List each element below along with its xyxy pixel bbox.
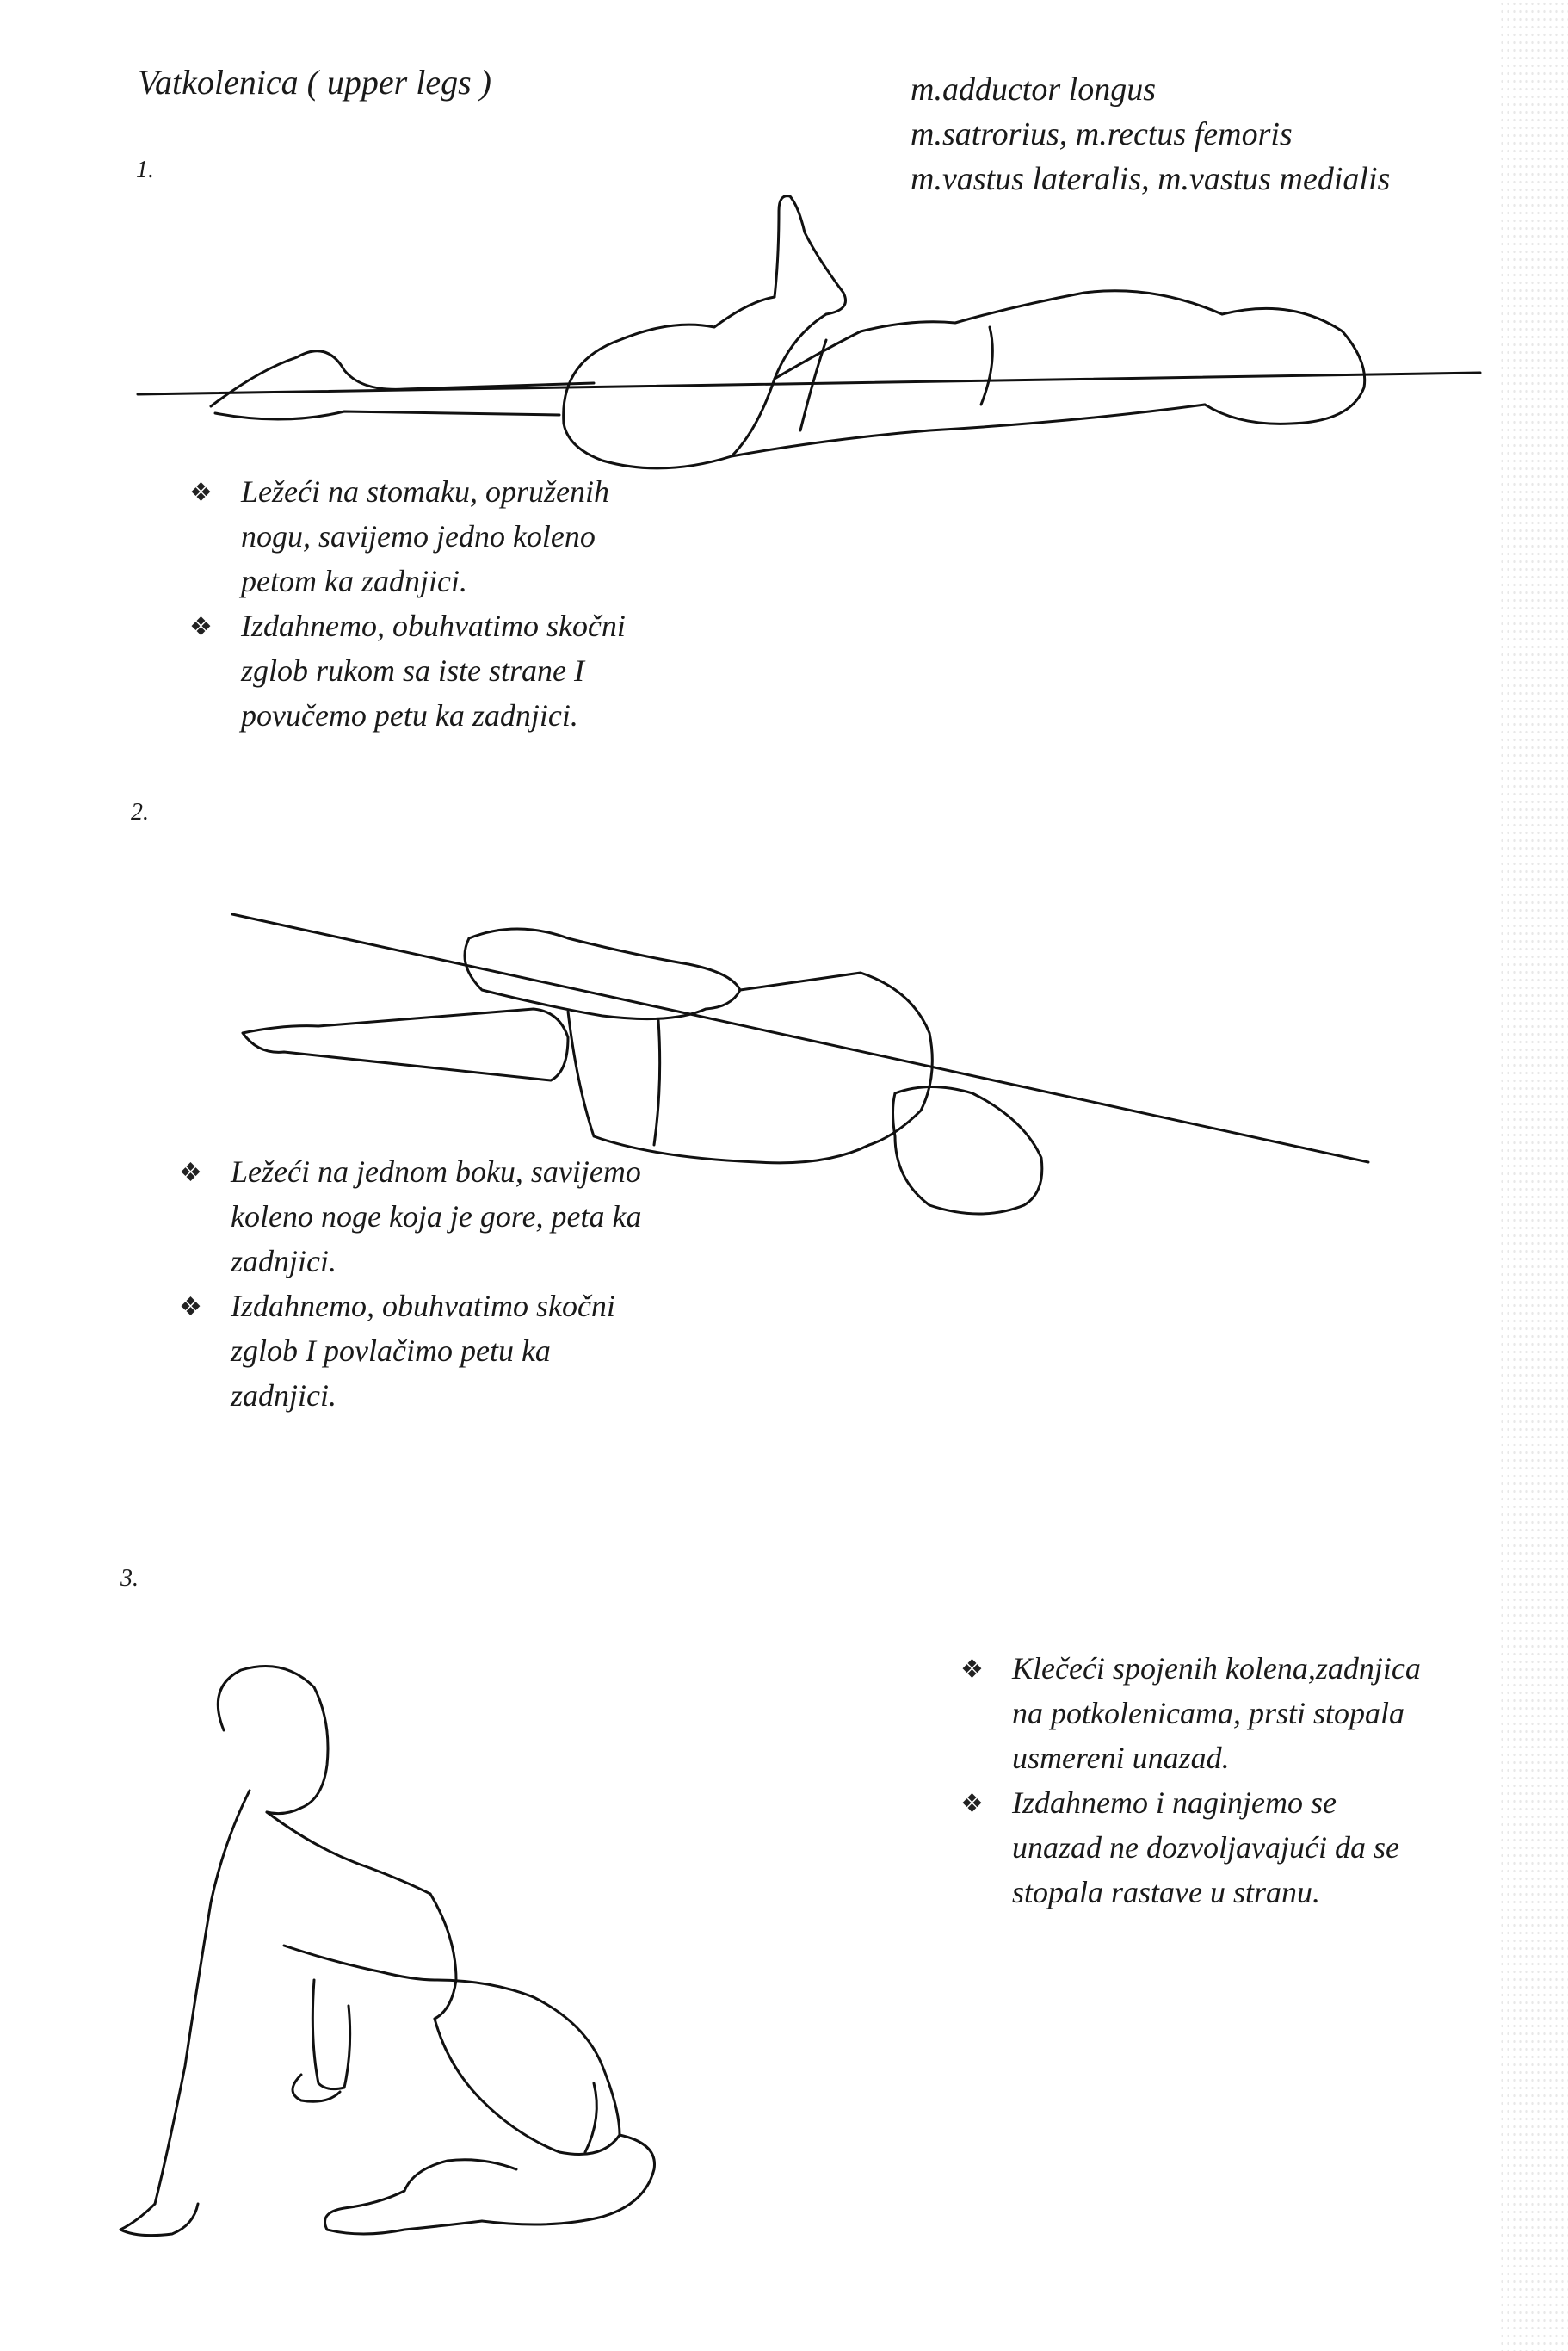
exercise-1-number: 1. bbox=[136, 157, 154, 183]
exercise-3-step-2: ❖ Izdahnemo i naginjemo se unazad ne dozvoljavajući da se stopala rastave u stranu. bbox=[954, 1780, 1421, 1915]
floor-line-2 bbox=[232, 914, 1368, 1162]
page-title: Vatkolenica ( upper legs ) bbox=[138, 63, 491, 102]
muscle-line-2: m.satrorius, m.rectus femoris bbox=[911, 116, 1293, 152]
four-diamond-bullet-icon: ❖ bbox=[960, 1655, 984, 1684]
figure-2-side-lying-quad-stretch bbox=[232, 914, 1368, 1214]
exercise-3-step-1: ❖ Klečeći spojenih kolena,zadnjica na potkolenicama, prsti stopala usmereni unazad. bbox=[954, 1646, 1421, 1780]
muscle-line-3: m.vastus lateralis, m.vastus medialis bbox=[911, 161, 1391, 197]
four-diamond-bullet-icon: ❖ bbox=[189, 613, 213, 641]
exercise-2-step-2: ❖ Izdahnemo, obuhvatimo skočni zglob I povlačimo petu ka zadnjici. bbox=[172, 1284, 642, 1418]
exercise-1-step-1: ❖ Ležeći na stomaku, opruženih nogu, savijemo jedno koleno petom ka zadnjici. bbox=[182, 469, 626, 603]
exercise-2-number: 2. bbox=[131, 799, 149, 826]
figure-3-kneeling-lean bbox=[120, 1667, 655, 2236]
muscle-line-1: m.adductor longus bbox=[911, 71, 1156, 108]
four-diamond-bullet-icon: ❖ bbox=[179, 1293, 202, 1321]
four-diamond-bullet-icon: ❖ bbox=[179, 1159, 202, 1187]
exercise-2-step-1: ❖ Ležeći na jednom boku, savijemo koleno noge koja je gore, peta ka zadnjici. bbox=[172, 1149, 642, 1284]
exercise-3-number: 3. bbox=[120, 1565, 139, 1592]
exercise-1-step-2: ❖ Izdahnemo, obuhvatimo skočni zglob rukom sa iste strane I povučemo petu ka zadnjici. bbox=[182, 603, 626, 738]
figure-1-prone-quad-stretch bbox=[138, 196, 1480, 468]
four-diamond-bullet-icon: ❖ bbox=[189, 479, 213, 507]
four-diamond-bullet-icon: ❖ bbox=[960, 1790, 984, 1818]
floor-line-1 bbox=[138, 373, 1480, 394]
